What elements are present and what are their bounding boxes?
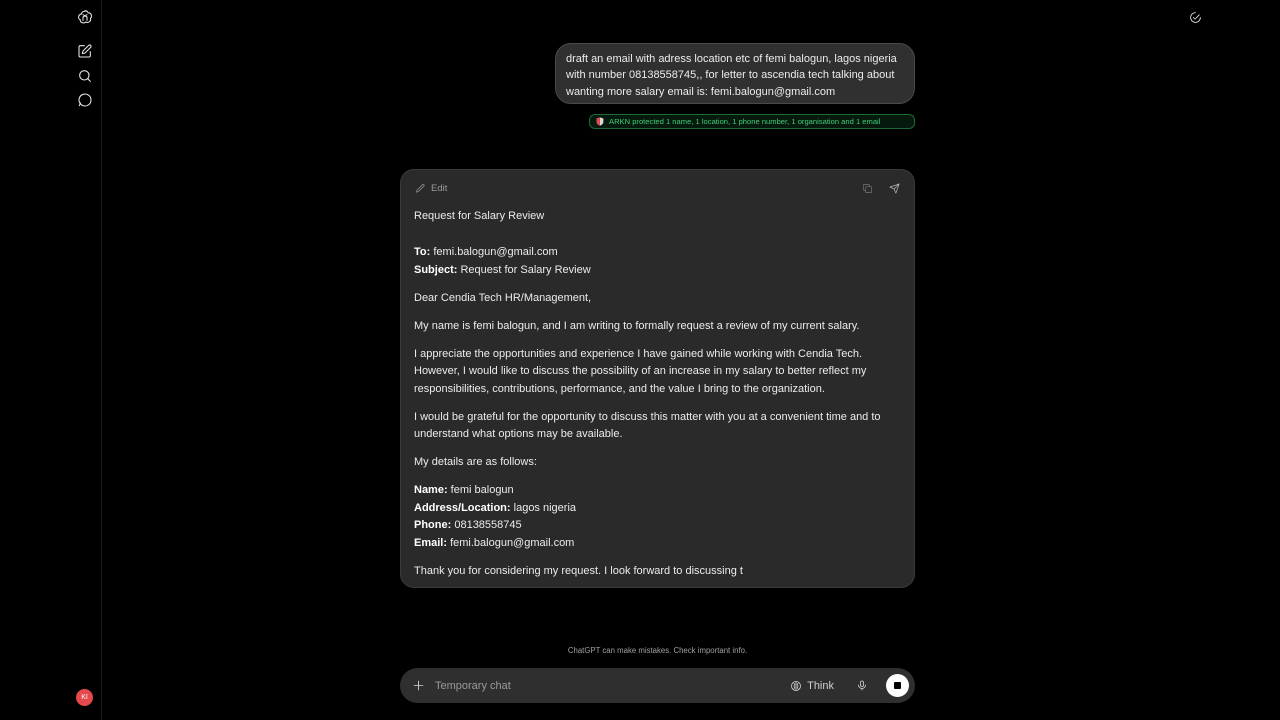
send-icon[interactable] [888,182,900,194]
paragraph-intro: My name is femi balogun, and I am writing to formally request a review of my current salary. [414,319,860,332]
email-draft-canvas [400,169,915,588]
detail-address-value: lagos nigeria [510,501,577,514]
privacy-badge-text: ARKN protected 1 name, 1 location, 1 phone number, 1 organisation and 1 email [609,117,881,126]
email-body [414,208,890,580]
closing-line: Thank you for considering my request. I look forward to discussing t [414,564,743,577]
to-label: To: [414,246,431,258]
detail-email-value: femi.balogun@gmail.com [447,536,575,549]
search-icon[interactable] [76,67,94,85]
to-value: femi.balogun@gmail.com [430,246,558,258]
canvas-toolbar [415,181,900,195]
think-icon [790,680,802,692]
copy-icon[interactable] [861,182,873,194]
shield-icon [596,117,604,126]
privacy-protection-badge [589,114,915,129]
to-line [414,244,890,262]
microphone-icon[interactable] [856,679,868,693]
think-button[interactable] [790,680,834,692]
openai-logo-icon[interactable] [76,8,94,26]
email-title: Request for Salary Review [414,210,545,222]
user-message-bubble [555,43,915,104]
user-message-text: draft an email with adress location etc of femi balogun, lagos nigeria with number 08138558745,, for letter to ascendia tech talking about wanting more salary email is: femi.balogun@gmail.com [566,53,897,98]
disclaimer-text: ChatGPT can make mistakes. Check important info. [567,646,748,655]
subject-line [414,262,890,280]
detail-phone-label: Phone: [414,519,452,531]
subject-value: Request for Salary Review [457,263,591,276]
chats-icon[interactable] [76,91,94,109]
edit-label: Edit [431,182,448,194]
plus-icon[interactable] [411,679,425,693]
greeting: Dear Cendia Tech HR/Management, [414,291,592,304]
composer [400,668,915,703]
temporary-chat-check-icon[interactable] [1188,10,1202,24]
paragraph-request: I appreciate the opportunities and experience I have gained while working with Cendia Tech. However, I would like to discuss the possibility of an increase in my salary to better reflect my responsibilities, contributions, performance, and the value I bring to the organization. [414,347,867,395]
detail-address-label: Address/Location: [414,501,511,514]
detail-name-value: femi balogun [447,484,514,496]
detail-name [414,482,890,500]
avatar[interactable]: KI [76,689,93,706]
stop-icon[interactable] [886,674,909,697]
subject-label: Subject: [414,263,458,276]
chat-input[interactable] [435,680,775,692]
new-chat-icon[interactable] [76,42,94,60]
edit-button[interactable] [415,183,447,194]
details-intro: My details are as follows: [414,456,537,468]
detail-email-label: Email: [414,536,448,549]
pencil-icon [415,183,426,194]
detail-phone-value: 08138558745 [451,519,522,531]
detail-name-label: Name: [414,484,448,496]
detail-address [414,500,890,518]
think-label: Think [807,679,834,692]
detail-email [414,535,890,553]
sidebar-rail [0,0,102,720]
paragraph-meeting: I would be grateful for the opportunity to discuss this matter with you at a convenient time and to understand what options may be available. [414,410,881,440]
detail-phone [414,517,890,535]
